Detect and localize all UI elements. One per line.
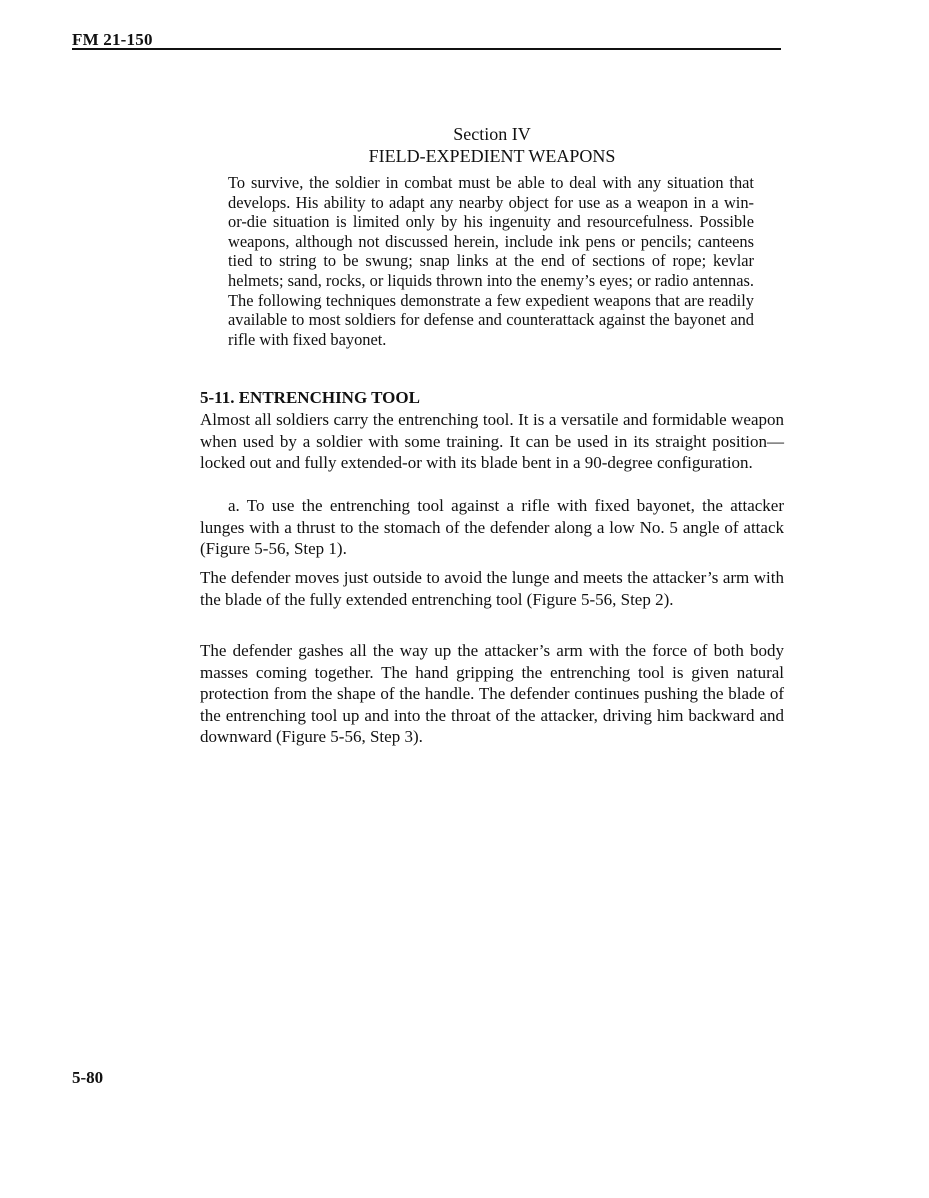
section-title: FIELD-EXPEDIENT WEAPONS (368, 146, 616, 166)
paragraph-heading: 5-11. ENTRENCHING TOOL (200, 388, 420, 407)
step-2-paragraph: The defender moves just outside to avoid the lunge and meets the attacker’s arm with the blade of the fully extended entrenching tool (Figure 5-56, Step 2). (200, 568, 784, 609)
section-number: Section IV (453, 124, 531, 144)
page-number: 5-80 (72, 1068, 104, 1087)
paragraph-body: Almost all soldiers carry the entrenching tool. It is a versatile and formidable weapon when used by a soldier with some training. It can be used in its straight position—locked out and fully extended-or with its blade bent in a 90-degree configuration. (200, 410, 784, 472)
step-3-paragraph: The defender gashes all the way up the attacker’s arm with the force of both body masses coming together. The hand gripping the entrenching tool is given natural protection from the shape of the handle. The defender continues pushing the blade of the entrenching tool up and into the throat of the attacker, driving him backward and downward (Figure 5-56, Step 3). (200, 641, 784, 746)
section-intro: To survive, the soldier in combat must be able to deal with any situation that develops. His ability to adapt any nearby object for use as a weapon in a win-or-die situation is limited only by his ingenuity and resourcefulness. Possible weapons, although not discussed herein, include ink pens or pencils; canteens tied to string to be swung; snap links at the end of sections of rope; kevlar helmets; sand, rocks, or liquids thrown into the enemy’s eyes; or radio antennas. The following techniques demonstrate a few expedient weapons that are readily available to most soldiers for defense and counterattack against the bayonet and rifle with fixed bayonet. (228, 173, 754, 349)
manual-id: FM 21-150 (72, 30, 153, 49)
subparagraph-a: a. To use the entrenching tool against a rifle with fixed bayonet, the attacker lunges with a thrust to the stomach of the defender along a low No. 5 angle of attack (Figure 5-56, Step 1). (200, 496, 784, 558)
header-rule (72, 48, 781, 50)
